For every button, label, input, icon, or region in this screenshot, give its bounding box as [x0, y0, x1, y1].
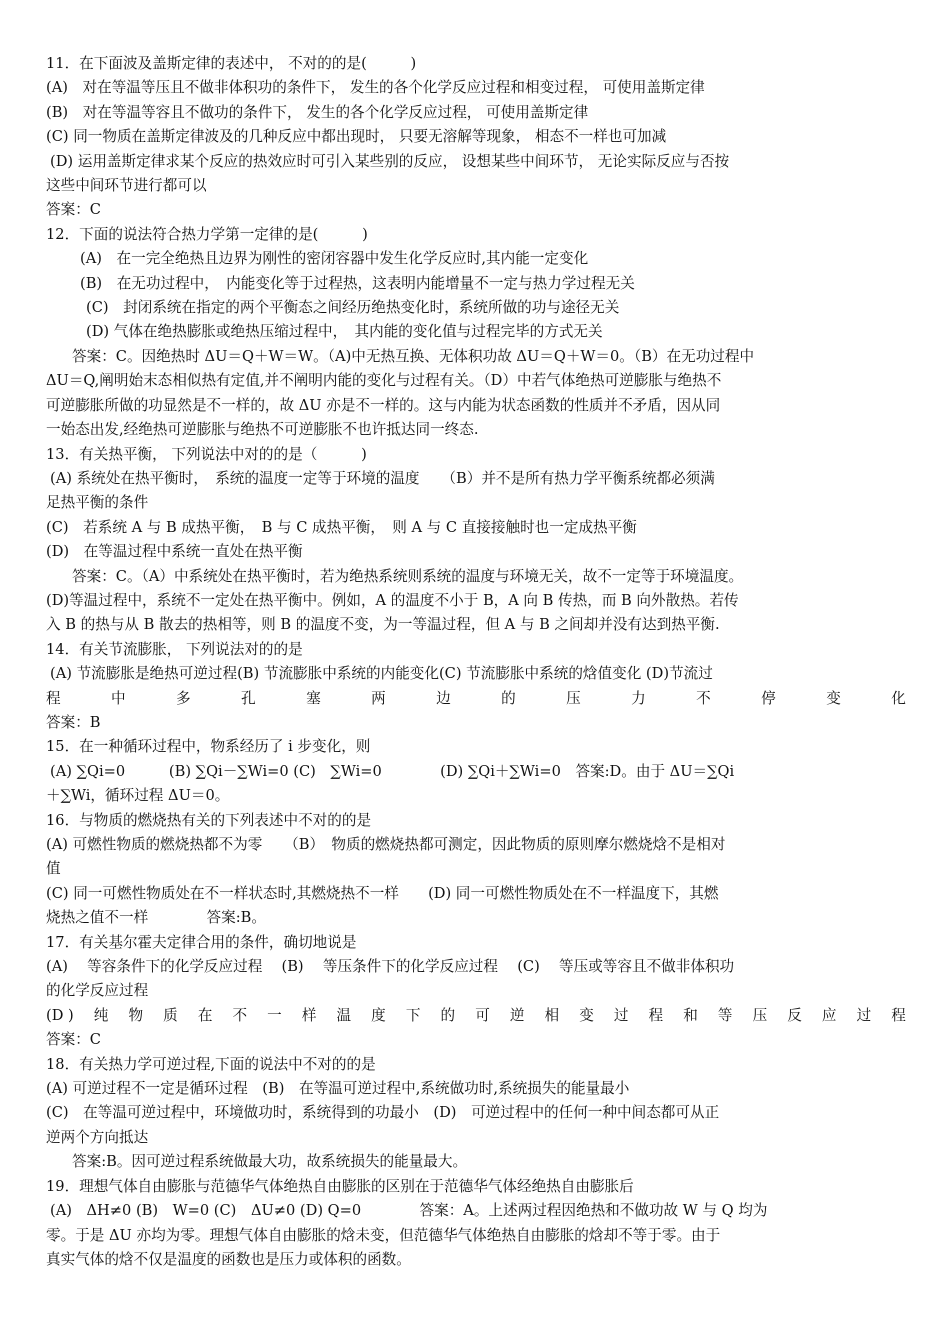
- q11-option-d-cont: 这些中间环节进行都可以: [46, 177, 207, 195]
- q17-stem: 17．有关基尔霍夫定律合用的条件，确切地说是: [46, 933, 357, 951]
- q12-answer-cont-2: 可逆膨胀所做的功显然是不一样的，故 ΔU 亦是不一样的。这与内能为状态函数的性质并不矛盾，因从同: [46, 396, 721, 414]
- q15-stem: 15．在一种循环过程中，物系经历了 i 步变化，则: [46, 738, 371, 756]
- q12-answer: 答案：C。因绝热时 ΔU＝Q＋W＝W。（A)中无热互换、无体积功故 ΔU＝Q＋W＝0。（B）在无功过程中: [72, 347, 755, 365]
- q18-option-a-b: (A) 可逆过程不一定是循环过程 (B) 在等温可逆过程中,系统做功时,系统损失的能量最小: [46, 1080, 630, 1098]
- q18-option-c-d: (C) 在等温可逆过程中，环境做功时，系统得到的功最小 (D) 可逆过程中的任何一种中间态都可从正: [46, 1104, 720, 1122]
- q18-answer: 答案:B。因可逆过程系统做最大功，故系统损失的能量最大。: [72, 1153, 468, 1171]
- q13-answer: 答案：C。（A）中系统处在热平衡时，若为绝热系统则系统的温度与环境无关，故不一定等于环境温度。: [72, 567, 744, 585]
- q12-option-a: (A) 在一完全绝热且边界为刚性的密闭容器中发生化学反应时,其内能一定变化: [80, 250, 589, 268]
- q16-stem: 16．与物质的燃烧热有关的下列表述中不对的的是: [46, 811, 372, 829]
- q11-option-c: (C) 同一物质在盖斯定律波及的几种反应中都出现时， 只要无溶解等现象， 相态不一样也可加减: [46, 128, 667, 146]
- q18-stem: 18．有关热力学可逆过程,下面的说法中不对的的是: [46, 1055, 376, 1073]
- q14-stem: 14．有关节流膨胀， 下列说法对的的是: [46, 640, 303, 658]
- q17-option-c-cont: 的化学反应过程: [46, 982, 149, 1000]
- q12-answer-cont-3: 一始态出发,经绝热可逆膨胀与绝热不可逆膨胀不也许抵达同一终态.: [46, 421, 479, 439]
- q15-answer-cont: ＋∑Wi，循环过程 ΔU＝0。: [46, 787, 230, 805]
- q19-answer-cont-2: 真实气体的焓不仅是温度的函数也是压力或体积的函数。: [46, 1250, 411, 1268]
- q12-option-d: (D) 气体在绝热膨胀或绝热压缩过程中， 其内能的变化值与过程完毕的方式无关: [86, 323, 603, 341]
- q14-options: (A) 节流膨胀是绝热可逆过程(B) 节流膨胀中系统的内能变化(C) 节流膨胀中系统的焓值变化 (D)节流过: [50, 665, 713, 683]
- q16-option-a-b: (A) 可燃性物质的燃烧热都不为零 （B） 物质的燃烧热都可测定，因此物质的原则摩尔燃烧焓不是相对: [46, 836, 726, 853]
- q16-option-c-d: (C) 同一可燃性物质处在不一样状态时,其燃烧热不一样 (D) 同一可燃性物质处在不一样温度下，其燃: [46, 884, 719, 902]
- q13-option-a-b: (A) 系统处在热平衡时， 系统的温度一定等于环境的温度 （B）并不是所有热力学平衡系统都必须满: [50, 469, 715, 487]
- q13-stem: 13．有关热平衡， 下列说法中对的的是（ ): [46, 445, 367, 463]
- q16-answer: 烧热之值不一样 答案:B。: [46, 909, 266, 927]
- q19-answer-cont-1: 零。于是 ΔU 亦均为零。理想气体自由膨胀的焓未变，但范德华气体绝热自由膨胀的焓却不等于零。由于: [46, 1226, 721, 1244]
- q19-stem: 19．理想气体自由膨胀与范德华气体绝热自由膨胀的区别在于范德华气体经绝热自由膨胀后: [46, 1177, 634, 1195]
- q14-answer: 答案：B: [46, 713, 101, 731]
- q17-answer: 答案：C: [46, 1031, 101, 1049]
- q11-option-a: (A) 对在等温等压且不做非体积功的条件下， 发生的各个化学反应过程和相变过程， 可使用盖斯定律: [46, 79, 705, 97]
- q12-option-b: (B) 在无功过程中， 内能变化等于过程热，这表明内能增量不一定与热力学过程无关: [80, 274, 635, 292]
- q11-option-b: (B) 对在等温等容且不做功的条件下， 发生的各个化学反应过程， 可使用盖斯定律: [46, 103, 589, 121]
- q11-stem: 11．在下面波及盖斯定律的表述中， 不对的的是( ): [46, 55, 417, 72]
- q19-options: (A) ΔH≠0 (B) W=0 (C) ΔU≠0 (D) Q=0 答案：A。上述两过程因绝热和不做功故 W 与 Q 均为: [50, 1202, 768, 1220]
- q14-option-d-cont: 程 中 多 孔 塞 两 边 的 压 力 不 停 变 化: [46, 689, 906, 707]
- q13-option-c: (C) 若系统 A 与 B 成热平衡， B 与 C 成热平衡， 则 A 与 C 直接接触时也一定成热平衡: [46, 518, 637, 536]
- q11-answer: 答案：C: [46, 201, 101, 219]
- q18-option-d-cont: 逆两个方向抵达: [46, 1128, 149, 1146]
- q13-option-d: (D) 在等温过程中系统一直处在热平衡: [46, 543, 303, 561]
- q15-options: (A) ∑Qi=0 (B) ∑Qi－∑Wi=0 (C) ∑Wi=0 (D) ∑Qi＋∑Wi=0 答案:D。由于 ΔU＝∑Qi: [50, 762, 735, 780]
- q13-answer-cont-2: 入 B 的热与从 B 散去的热相等，则 B 的温度不变，为一等温过程，但 A 与 B 之间却并没有达到热平衡.: [46, 616, 720, 634]
- q17-options: (A) 等容条件下的化学反应过程 (B) 等压条件下的化学反应过程 (C) 等压或等容且不做非体积功: [46, 958, 735, 976]
- q13-option-b-cont: 足热平衡的条件: [46, 494, 149, 512]
- q12-answer-cont-1: ΔU＝Q,阐明始末态相似热有定值,并不阐明内能的变化与过程有关。（D）中若气体绝热可逆膨胀与绝热不: [46, 372, 722, 390]
- q12-option-c: (C) 封闭系统在指定的两个平衡态之间经历绝热变化时，系统所做的功与途径无关: [86, 299, 620, 317]
- q13-answer-cont-1: (D)等温过程中，系统不一定处在热平衡中。例如，A 的温度不小于 B，A 向 B 传热，而 B 向外散热。若传: [46, 591, 739, 609]
- q16-option-b-cont: 值: [46, 860, 61, 878]
- q17-option-d: (D ) 纯 物 质 在 不 一 样 温 度 下 的 可 逆 相 变 过 程 和 等 压 反 应 过 程: [46, 1006, 906, 1024]
- q12-stem: 12．下面的说法符合热力学第一定律的是( ): [46, 225, 368, 243]
- q11-option-d: (D) 运用盖斯定律求某个反应的热效应时可引入某些别的反应， 设想某些中间环节， 无论实际反应与否按: [50, 152, 730, 170]
